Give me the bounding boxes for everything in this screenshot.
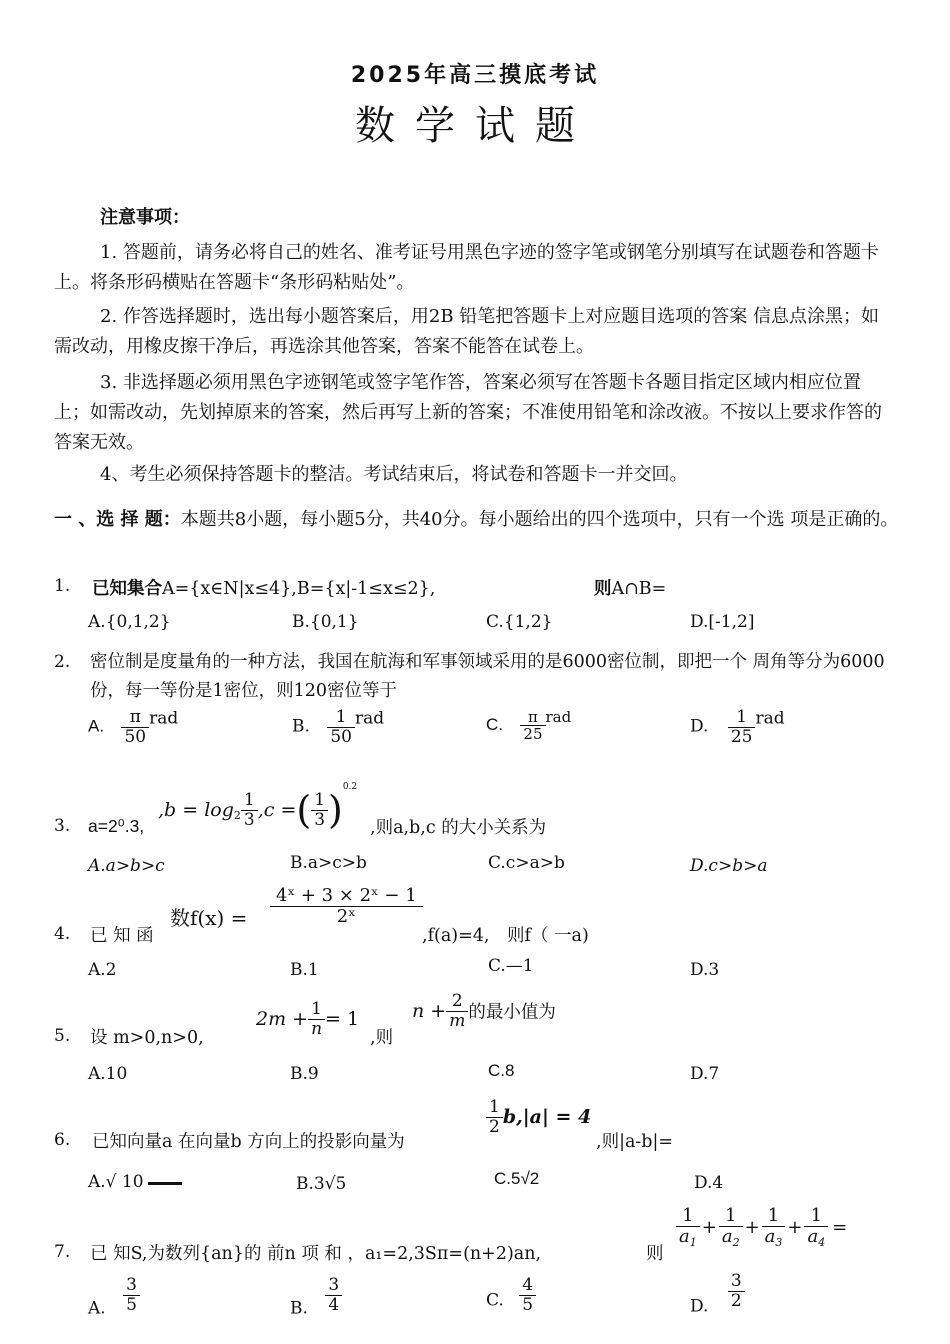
exam-subtitle: 2025年高三摸底考试: [350, 63, 600, 88]
q7-term-1-sub: 1: [689, 1235, 697, 1249]
q2-b-den: 50: [330, 726, 352, 747]
q2-c-num: π: [520, 709, 545, 727]
q7-term-4-sub: 4: [818, 1235, 826, 1249]
q5-eq-fraction: [308, 1000, 325, 1038]
q1-option-c[interactable]: C.{1,2}: [486, 612, 553, 632]
q1-then: 则: [594, 578, 612, 598]
q7-d-num: 3: [728, 1272, 745, 1292]
q1-sets: A={x∈N|x≤4},B={x|-1≤x≤2},: [162, 579, 436, 599]
q6-option-c[interactable]: C.5√2: [494, 1169, 540, 1188]
section-desc: 本题共8小题，每小题5分，共40分。每小题给出的四个选项中，只有一个选 项是正确的。: [180, 509, 899, 530]
q7-d-den: 2: [730, 1290, 742, 1311]
q5-tail: 的最小值为: [468, 1002, 556, 1023]
q7-term-1: [676, 1206, 700, 1249]
q3-b-prefix: ,b = log: [158, 799, 234, 821]
q5-number: 5.: [54, 1026, 71, 1046]
q5-option-c[interactable]: C.8: [488, 1061, 515, 1080]
q2-d-unit: rad: [755, 708, 785, 729]
q7-b-label: B.: [290, 1298, 308, 1319]
q3-tail: ,则a,b,c 的大小关系为: [370, 818, 547, 838]
q2-a-den: 50: [124, 726, 147, 747]
exam-title: 数学试题: [355, 103, 595, 149]
q3-number: 3.: [54, 816, 71, 836]
q7-term-3: [762, 1206, 786, 1249]
q7-option-a[interactable]: [88, 1276, 140, 1319]
q7-a-fraction: [123, 1276, 140, 1314]
q2-option-b[interactable]: [292, 708, 384, 746]
q4-fraction: [270, 886, 423, 927]
q4-option-c[interactable]: C.—1: [488, 956, 534, 976]
q2-d-fraction: [728, 708, 756, 746]
q2-b-num: 1: [327, 708, 355, 728]
q7-b-fraction: [325, 1276, 342, 1314]
q5-expr-den: m: [449, 1010, 466, 1031]
q7-c-den: 5: [522, 1294, 534, 1315]
q4-numerator: 4ˣ + 3 × 2ˣ − 1: [270, 886, 423, 907]
q7-then: 则: [646, 1244, 664, 1264]
q7-option-b[interactable]: [290, 1276, 342, 1319]
q3-option-a[interactable]: A.a>b>c: [88, 856, 165, 876]
q2-a-unit: rad: [149, 708, 179, 729]
q3-a-def: a=2⁰.3,: [88, 816, 145, 836]
q3-option-c[interactable]: C.c>a>b: [488, 853, 565, 873]
q2-option-a[interactable]: [88, 708, 178, 746]
q7-term-2-num: 1: [719, 1206, 743, 1227]
q7-plus-2: +: [744, 1216, 760, 1238]
section-label: 一 、选 择 题：: [54, 509, 181, 530]
q4-tail: ,f(a)=4, 则f（ 一a): [422, 926, 589, 946]
q3-c-num: 1: [311, 791, 328, 811]
q5-expression: [412, 992, 556, 1030]
q2-option-c[interactable]: [486, 708, 571, 743]
q7-term-1-a: a: [679, 1225, 690, 1247]
q5-expr-left: n +: [412, 1000, 447, 1023]
notice-item-2: 2. 作答选择题时，选出每小题答案后，用2B 铅笔把答题卡上对应题目选项的答案 信息点涂黑；如需改动，用橡皮擦干净后，再选涂其他答案，答案不能答在试卷上。: [54, 306, 880, 357]
q7-a-label: A.: [88, 1298, 106, 1319]
q7-term-3-a: a: [764, 1225, 776, 1247]
q6-a-text: A.√ 10: [88, 1172, 144, 1192]
section-one-heading: [54, 506, 904, 534]
q2-d-label: D.: [690, 716, 709, 737]
q6-option-d[interactable]: D.4: [694, 1173, 724, 1193]
q2-b-fraction: [327, 708, 355, 746]
q7-term-4: [804, 1206, 828, 1249]
q1-intersection: A∩B=: [611, 579, 667, 599]
q2-b-unit: rad: [354, 708, 385, 729]
q7-plus-1: +: [701, 1216, 717, 1238]
q7-term-3-den: [762, 1227, 786, 1249]
q3-c-den: 3: [314, 809, 326, 830]
q4-fx-label: 数f(x) =: [170, 906, 248, 930]
q6-number: 6.: [54, 1130, 71, 1150]
q2-d-num: 1: [728, 708, 756, 728]
q1-stem: [92, 575, 435, 600]
q7-b-den: 4: [328, 1294, 340, 1315]
q2-c-den: 25: [523, 725, 543, 743]
q7-term-4-den: [804, 1227, 828, 1249]
q7-c-fraction: [519, 1276, 536, 1314]
q7-term-1-den: [676, 1227, 700, 1249]
q2-stem: 密位制是度量角的一种方法，我国在航海和军事领域采用的是6000密位制，即把一个 周角等分为6000份，每一等份是1密位，则120密位等于: [90, 652, 885, 701]
q7-sum-expression: [676, 1206, 847, 1249]
q6-a-underline: [148, 1182, 182, 1185]
q5-expr-num: 2: [446, 992, 468, 1012]
q5-option-a[interactable]: A.10: [88, 1064, 128, 1084]
q6-option-a[interactable]: [88, 1172, 182, 1192]
q4-number: 4.: [54, 924, 71, 944]
q6-fraction: [486, 1098, 503, 1136]
q5-then: ,则: [370, 1028, 394, 1048]
q7-term-2-a: a: [721, 1225, 733, 1247]
q6-num: 1: [486, 1098, 503, 1118]
q5-condition: [256, 1000, 359, 1038]
q2-a-label: A.: [88, 716, 105, 736]
q6-option-b[interactable]: B.3√5: [296, 1174, 347, 1194]
q7-d-fraction: [728, 1272, 745, 1310]
q4-option-d[interactable]: D.3: [690, 960, 720, 980]
notice-heading: 注意事项：: [100, 207, 190, 228]
q1-option-d[interactable]: D.[-1,2]: [690, 612, 755, 632]
q2-option-d[interactable]: [690, 708, 785, 746]
notice-item-4: 4、考生必须保持答题卡的整洁。考试结束后，将试卷和答题卡一并交回。: [100, 464, 688, 485]
q5-eq-den: n: [311, 1018, 323, 1039]
q2-a-num: π: [121, 708, 149, 728]
q3-b-num: 1: [241, 791, 258, 811]
q2-c-unit: rad: [545, 708, 572, 726]
q7-option-d[interactable]: [690, 1272, 745, 1317]
q5-lead: 设 m>0,n>0,: [90, 1028, 204, 1048]
q5-option-b[interactable]: B.9: [290, 1064, 319, 1084]
q7-term-4-a: a: [807, 1225, 819, 1247]
q7-term-3-sub: 3: [775, 1235, 783, 1249]
q2-a-fraction: [121, 708, 149, 746]
q7-term-1-num: 1: [676, 1206, 700, 1227]
notice-item-1: 1. 答题前，请务必将自己的姓名、准考证号用黑色字迹的签字笔或钢笔分别填写在试题卷和答题卡上。将条形码横贴在答题卡“条形码粘贴处”。: [54, 242, 879, 293]
q7-term-4-num: 1: [804, 1206, 828, 1227]
q7-term-2-sub: 2: [732, 1235, 740, 1249]
q5-expr-fraction: [446, 992, 468, 1030]
q7-term-2-den: [719, 1227, 743, 1249]
q4-lead: 已 知 函: [90, 926, 154, 946]
q4-option-b[interactable]: B.1: [290, 960, 319, 980]
q5-option-d[interactable]: D.7: [690, 1064, 720, 1084]
q7-option-c[interactable]: [486, 1276, 536, 1314]
q7-stem: 已 知S,为数列{an}的 前n 项 和 ，a₁=2,3Sπ=(n+2)an,: [90, 1244, 542, 1264]
q3-option-d[interactable]: D.c>b>a: [690, 856, 768, 876]
q7-b-num: 3: [325, 1276, 342, 1296]
q7-equals: =: [832, 1216, 848, 1238]
q4-denominator: 2ˣ: [336, 905, 356, 927]
q7-a-den: 5: [126, 1294, 137, 1315]
q2-c-fraction: [520, 709, 545, 743]
notice-item-3: 3. 非选择题必须用黑色字迹钢笔或签字笔作答，答案必须写在答题卡各题目指定区域内相应位置上；如需改动，先划掉原来的答案，然后再写上新的答案；不准使用铅笔和涂改液。不按以上要求作答的答案无效。: [54, 372, 882, 453]
q3-option-b[interactable]: B.a>c>b: [290, 853, 367, 873]
q7-d-label: D.: [690, 1296, 709, 1317]
q1-option-a[interactable]: A.{0,1,2}: [88, 612, 171, 632]
q6-expr: b,|a| = 4: [502, 1106, 592, 1129]
q1-number: 1.: [54, 576, 71, 596]
q1-ask: [594, 575, 666, 600]
q3-right-paren: ): [328, 788, 343, 832]
q6-tail: ,则|a-b|=: [596, 1132, 674, 1152]
q7-c-label: C.: [486, 1290, 504, 1311]
q7-a-num: 3: [123, 1276, 140, 1296]
q7-term-3-num: 1: [762, 1206, 786, 1227]
q3-c-fraction: [311, 791, 328, 829]
q1-lead: 已知集合: [92, 578, 162, 598]
q3-log-base: 2: [233, 809, 241, 822]
q2-c-label: C.: [486, 715, 503, 734]
q3-b-den: 3: [243, 809, 255, 830]
q1-option-b[interactable]: B.{0,1}: [292, 612, 359, 632]
q7-term-2: [719, 1206, 743, 1249]
q6-projection-expr: [486, 1098, 591, 1136]
q4-option-a[interactable]: A.2: [88, 960, 117, 980]
q3-b-fraction: [241, 791, 258, 829]
q3-c-exponent: 0.2: [342, 782, 358, 792]
q2-d-den: 25: [730, 726, 753, 747]
q3-bc-expression: [158, 782, 357, 832]
q5-eq-right: = 1: [325, 1008, 360, 1031]
q6-stem: 已知向量a 在向量b 方向上的投影向量为: [92, 1132, 405, 1152]
q2-b-label: B.: [292, 716, 310, 737]
q7-number: 7.: [54, 1242, 71, 1262]
q3-left-paren: (: [296, 788, 312, 832]
q3-c-prefix: ,c =: [257, 799, 297, 821]
q6-den: 2: [489, 1116, 500, 1137]
q7-plus-3: +: [787, 1216, 803, 1238]
q5-eq-num: 1: [308, 1000, 325, 1020]
q7-c-num: 4: [519, 1276, 536, 1296]
q2-number: 2.: [54, 652, 71, 672]
q5-eq-left: 2m +: [256, 1008, 309, 1031]
